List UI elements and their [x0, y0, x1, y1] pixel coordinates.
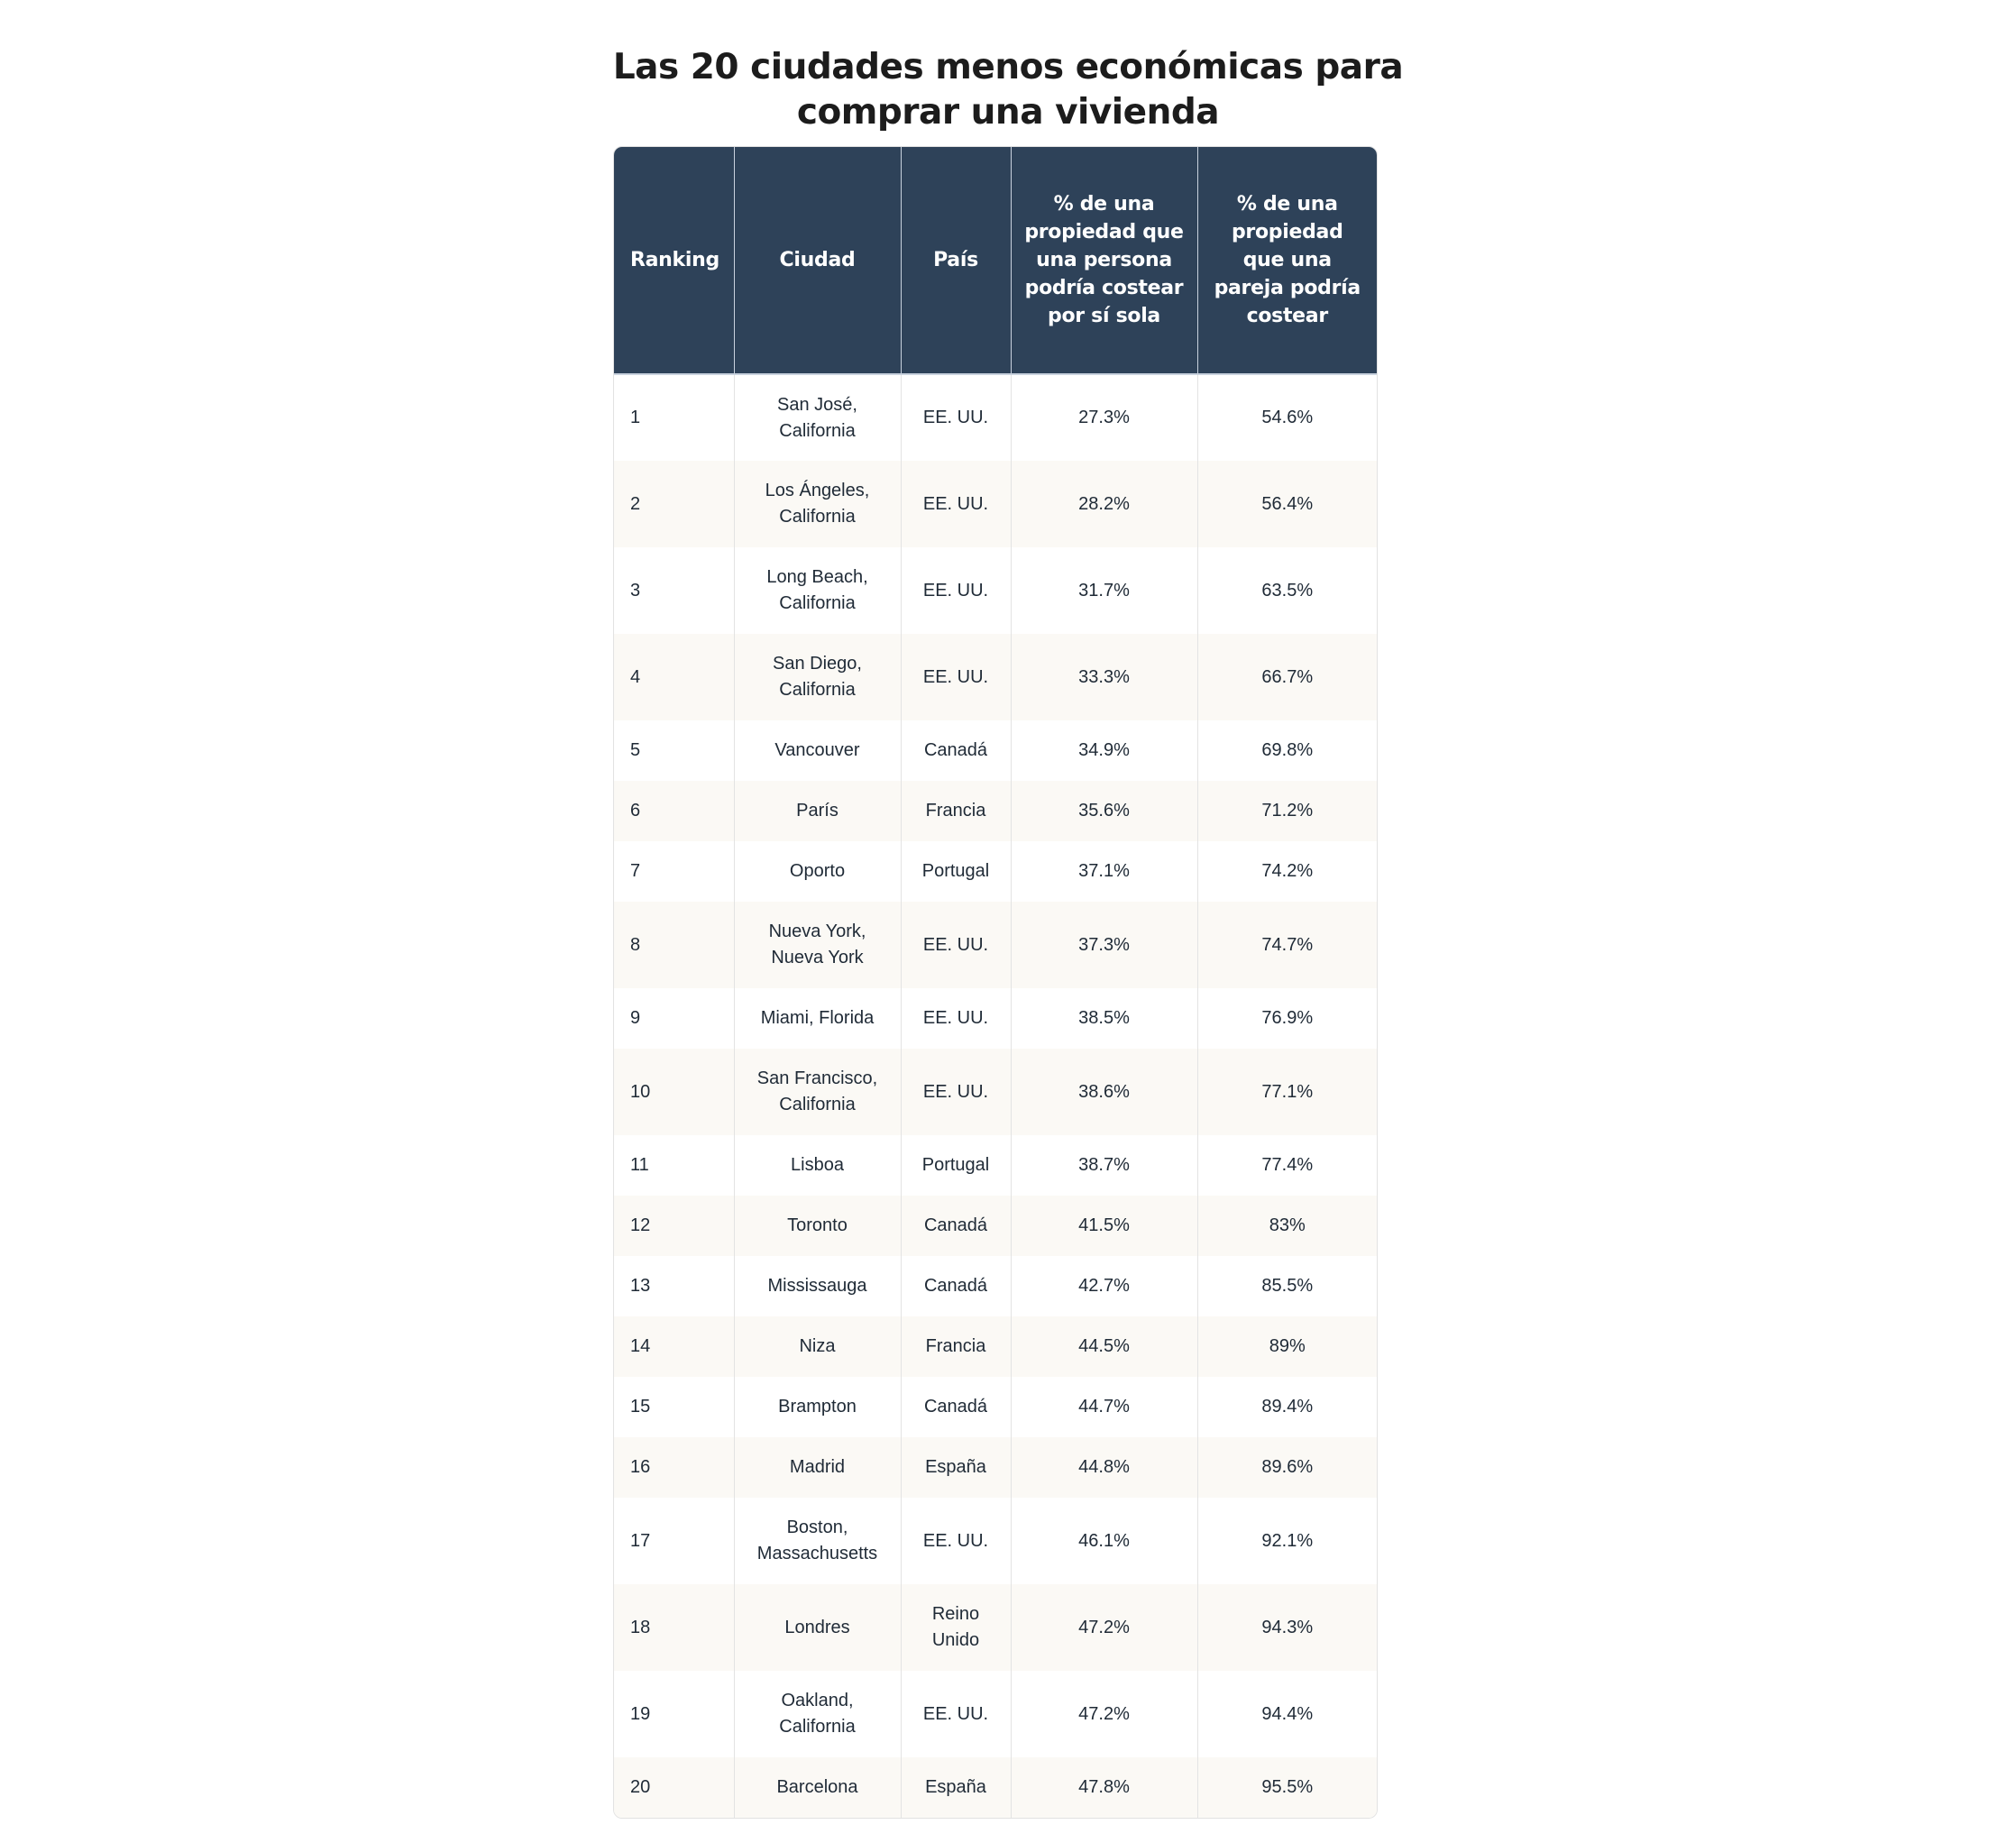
table-header	[614, 147, 1377, 374]
table-row	[614, 1256, 1377, 1316]
city-cell: Boston, Massachusetts	[734, 1498, 901, 1584]
table-row	[614, 902, 1377, 988]
header-row	[614, 147, 1377, 374]
rank-cell: 16	[630, 1457, 651, 1477]
rank-cell: 7	[630, 861, 641, 881]
country-cell: Canadá	[901, 720, 1011, 781]
couple-cell: 69.8%	[1197, 720, 1377, 781]
couple-cell: 63.5%	[1197, 547, 1377, 634]
city-cell: Mississauga	[734, 1256, 901, 1316]
city-cell: Londres	[734, 1584, 901, 1671]
table-row	[614, 1498, 1377, 1584]
single-cell: 31.7%	[1011, 547, 1197, 634]
city-cell: San Diego, California	[734, 634, 901, 720]
city-cell: Toronto	[734, 1196, 901, 1256]
couple-cell: 89.6%	[1197, 1437, 1377, 1498]
rank-cell: 2	[630, 493, 641, 514]
header-couple-affordability: % de una propiedad que una pareja podría costear	[1197, 147, 1377, 374]
country-cell: Portugal	[901, 841, 1011, 902]
couple-cell: 71.2%	[1197, 781, 1377, 841]
city-cell: París	[734, 781, 901, 841]
country-cell: Canadá	[901, 1256, 1011, 1316]
city-cell: Oporto	[734, 841, 901, 902]
single-cell: 34.9%	[1011, 720, 1197, 781]
couple-cell: 89.4%	[1197, 1377, 1377, 1437]
table-row	[614, 547, 1377, 634]
country-cell: EE. UU.	[901, 1498, 1011, 1584]
rank-cell: 19	[630, 1703, 651, 1724]
country-cell: EE. UU.	[901, 1049, 1011, 1135]
page-title-text: Las 20 ciudades menos económicas para comprar una vivienda	[612, 47, 1404, 133]
city-cell: Vancouver	[734, 720, 901, 781]
couple-cell: 74.7%	[1197, 902, 1377, 988]
couple-cell: 85.5%	[1197, 1256, 1377, 1316]
table-row	[614, 1437, 1377, 1498]
single-cell: 44.7%	[1011, 1377, 1197, 1437]
table-row	[614, 988, 1377, 1049]
couple-cell: 77.1%	[1197, 1049, 1377, 1135]
single-cell: 41.5%	[1011, 1196, 1197, 1256]
single-cell: 44.5%	[1011, 1316, 1197, 1377]
city-cell: Long Beach, California	[734, 547, 901, 634]
city-cell: Los Ángeles, California	[734, 461, 901, 547]
couple-cell: 95.5%	[1197, 1757, 1377, 1818]
city-cell: Oakland, California	[734, 1671, 901, 1757]
rank-cell: 18	[630, 1617, 651, 1637]
city-cell: San José, California	[734, 374, 901, 461]
country-cell: Francia	[901, 781, 1011, 841]
table-row	[614, 1135, 1377, 1196]
country-cell: EE. UU.	[901, 461, 1011, 547]
header-ranking: Ranking	[614, 147, 734, 374]
country-cell: EE. UU.	[901, 374, 1011, 461]
rank-cell: 14	[630, 1336, 651, 1356]
ranking-table-container	[613, 146, 1378, 1819]
city-cell: Brampton	[734, 1377, 901, 1437]
single-cell: 38.6%	[1011, 1049, 1197, 1135]
header-single-affordability: % de una propiedad que una persona podría costear por sí sola	[1011, 147, 1197, 374]
single-cell: 27.3%	[1011, 374, 1197, 461]
table-row	[614, 1757, 1377, 1818]
single-cell: 33.3%	[1011, 634, 1197, 720]
single-cell: 38.5%	[1011, 988, 1197, 1049]
header-city: Ciudad	[734, 147, 901, 374]
couple-cell: 77.4%	[1197, 1135, 1377, 1196]
header-country: País	[901, 147, 1011, 374]
table-body	[614, 374, 1377, 1818]
couple-cell: 89%	[1197, 1316, 1377, 1377]
single-cell: 28.2%	[1011, 461, 1197, 547]
single-cell: 35.6%	[1011, 781, 1197, 841]
single-cell: 47.2%	[1011, 1671, 1197, 1757]
rank-cell: 10	[630, 1081, 651, 1102]
rank-cell: 5	[630, 740, 641, 760]
city-cell: Madrid	[734, 1437, 901, 1498]
couple-cell: 54.6%	[1197, 374, 1377, 461]
country-cell: Reino Unido	[901, 1584, 1011, 1671]
country-cell: España	[901, 1757, 1011, 1818]
single-cell: 47.2%	[1011, 1584, 1197, 1671]
couple-cell: 74.2%	[1197, 841, 1377, 902]
rank-cell: 4	[630, 666, 641, 687]
couple-cell: 56.4%	[1197, 461, 1377, 547]
rank-cell: 20	[630, 1777, 651, 1797]
couple-cell: 83%	[1197, 1196, 1377, 1256]
rank-cell: 13	[630, 1276, 651, 1296]
single-cell: 44.8%	[1011, 1437, 1197, 1498]
city-cell: San Francisco, California	[734, 1049, 901, 1135]
single-cell: 42.7%	[1011, 1256, 1197, 1316]
ranking-table	[614, 147, 1377, 1818]
couple-cell: 66.7%	[1197, 634, 1377, 720]
table-row	[614, 1377, 1377, 1437]
city-cell: Barcelona	[734, 1757, 901, 1818]
couple-cell: 94.3%	[1197, 1584, 1377, 1671]
table-row	[614, 1671, 1377, 1757]
table-row	[614, 1316, 1377, 1377]
city-cell: Nueva York, Nueva York	[734, 902, 901, 988]
single-cell: 47.8%	[1011, 1757, 1197, 1818]
country-cell: EE. UU.	[901, 1671, 1011, 1757]
table-row	[614, 1196, 1377, 1256]
table-row	[614, 461, 1377, 547]
couple-cell: 92.1%	[1197, 1498, 1377, 1584]
rank-cell: 15	[630, 1397, 651, 1417]
single-cell: 38.7%	[1011, 1135, 1197, 1196]
table-row	[614, 841, 1377, 902]
rank-cell: 3	[630, 580, 641, 601]
table-row	[614, 781, 1377, 841]
rank-cell: 11	[630, 1155, 649, 1175]
table-row	[614, 1049, 1377, 1135]
rank-cell: 6	[630, 801, 641, 821]
table-row	[614, 1584, 1377, 1671]
country-cell: Francia	[901, 1316, 1011, 1377]
rank-cell: 8	[630, 934, 641, 955]
table-row	[614, 720, 1377, 781]
country-cell: EE. UU.	[901, 988, 1011, 1049]
city-cell: Miami, Florida	[734, 988, 901, 1049]
country-cell: España	[901, 1437, 1011, 1498]
single-cell: 46.1%	[1011, 1498, 1197, 1584]
single-cell: 37.1%	[1011, 841, 1197, 902]
table-row	[614, 374, 1377, 461]
rank-cell: 1	[630, 408, 641, 427]
country-cell: EE. UU.	[901, 547, 1011, 634]
page-title	[0, 45, 2016, 135]
rank-cell: 17	[630, 1530, 651, 1551]
rank-cell: 9	[630, 1008, 641, 1028]
country-cell: Canadá	[901, 1196, 1011, 1256]
single-cell: 37.3%	[1011, 902, 1197, 988]
table-row	[614, 634, 1377, 720]
couple-cell: 94.4%	[1197, 1671, 1377, 1757]
couple-cell: 76.9%	[1197, 988, 1377, 1049]
rank-cell: 12	[630, 1215, 651, 1235]
country-cell: Canadá	[901, 1377, 1011, 1437]
city-cell: Lisboa	[734, 1135, 901, 1196]
country-cell: EE. UU.	[901, 634, 1011, 720]
country-cell: EE. UU.	[901, 902, 1011, 988]
country-cell: Portugal	[901, 1135, 1011, 1196]
city-cell: Niza	[734, 1316, 901, 1377]
